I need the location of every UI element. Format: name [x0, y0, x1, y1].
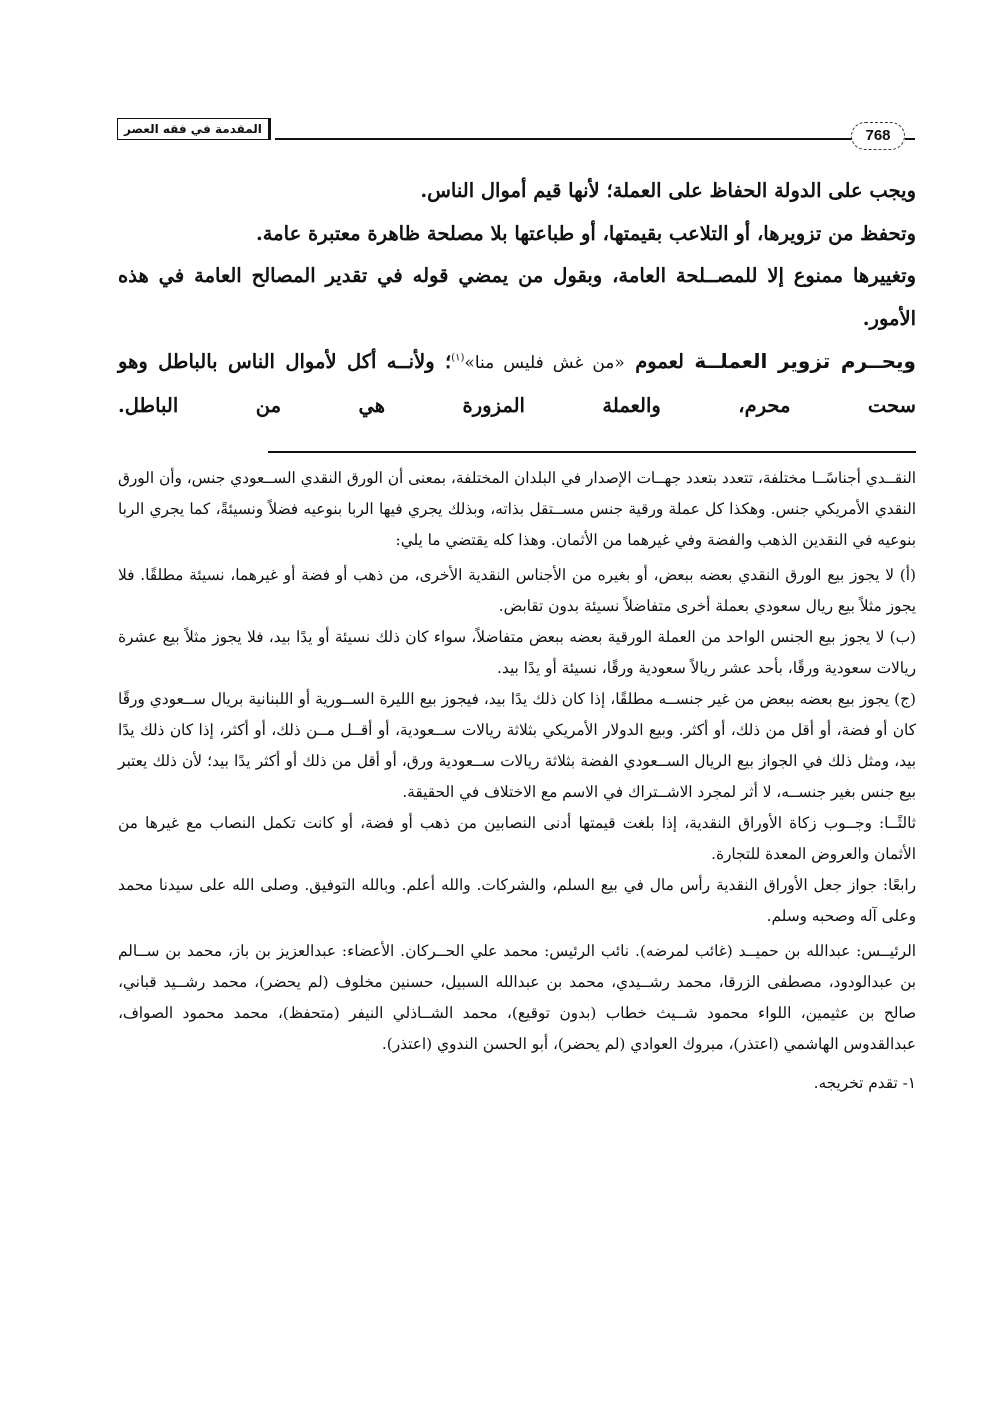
footnotes [118, 463, 916, 1099]
footnote-item-b: (ب) لا يجوز بيع الجنس الواحد من العملة الورقية بعضه ببعض متفاضلاً، سواء كان ذلك نسيئة أو يدًا بيد، فلا يجوز مثلاً بيع عشرة ريالات سعودية ورقًا، بأحد عشر ريالاً سعودية ورقًا، نسيئة أو يدًا بيد. [118, 628, 916, 677]
footnote-third: ثالثًــا: وجــوب زكاة الأوراق النقدية، إذا بلغت قيمتها أدنى النصابين من ذهب أو فضة، أو كانت تكمل النصاب مع غيرها من الأثمان والعروض المعدة للتجارة. [118, 814, 916, 863]
paragraph-change-prohibited: وتغييرها ممنوع إلا للمصــلحة العامة، وبقول من يمضي قوله في تقدير المصالح العامة في هذه الأمور. [118, 264, 916, 330]
book-title: المقدمة في فقه العصر [117, 118, 271, 140]
running-header [115, 118, 915, 148]
footnote-reference-1: ١- تقدم تخريجه. [813, 1074, 916, 1092]
paragraph-protection: وتحفظ من تزويرها، أو التلاعب بقيمتها، أو طباعتها بلا مصلحة ظاهرة معتبرة عامة. [255, 221, 916, 245]
footnote-intro: النقــدي أجناسًــا مختلفة، تتعدد بتعدد جهــات الإصدار في البلدان المختلفة، بمعنى أن الورق النقدي الســعودي جنس، وأن الورق النقدي الأمريكي جنس. وهكذا كل عملة ورقية جنس مســتقل بذاته، وبذلك يجري فيها الربا بنوعيه فضلاً ونسيئةً، كما يجري الربا بنوعيه في النقدين الذهب والفضة وفي غيرهما من الأثمان. وهذا كله يقتضي ما يلي: [118, 469, 916, 549]
forgery-keyword: ويحــرم تزوير العملــة [694, 349, 916, 373]
footnote-signatories: الرئيــس: عبدالله بن حميــد (غائب لمرضه). نائب الرئيس: محمد علي الحــركان. الأعضاء: عبدالعزيز بن باز، محمد بن ســالم بن عبدالودود، مصطفى الزرقا، محمد رشــيدي، محمد بن عبدالله السبيل، حسنين مخلوف (لم يحضر)، محمد رشــيد قباني، صالح بن عثيمين، اللواء محمود شــيث خطاب (بدون توقيع)، محمد الشــاذلي النيفر (متحفظ)، محمد محمود الصواف، عبدالقدوس الهاشمي (اعتذر)، مبروك العوادي (لم يحضر)، أبو الحسن الندوي (اعتذر). [118, 942, 916, 1053]
forgery-lead: لعموم [624, 350, 695, 373]
footnote-item-a: (أ) لا يجوز بيع الورق النقدي بعضه ببعض، أو بغيره من الأجناس النقدية الأخرى، من ذهب أو فضة أو غيرهما، نسيئة مطلقًا. فلا يجوز مثلاً بيع ريال سعودي بعملة أخرى متفاضلاً نسيئة بدون تقابض. [118, 566, 916, 615]
page-number: 768 [851, 122, 905, 150]
footnote-separator [268, 451, 916, 453]
header-rule [275, 138, 855, 140]
footnote-ref[interactable]: (١) [451, 352, 465, 364]
footnote-item-c: (ج) يجوز بيع بعضه ببعض من غير جنســه مطلقًا، إذا كان ذلك يدًا بيد، فيجوز بيع الليرة الســورية أو اللبنانية بريال ســعودي ورقًا كان أو فضة، أو أقل من ذلك، أو أكثر. وبيع الدولار الأمريكي بثلاثة ريالات ســعودية، أو أقــل مــن ذلك، أو أكثر، إذا كان ذلك يدًا بيد، ومثل ذلك في الجواز بيع الريال الســعودي الفضة بثلاثة ريالات ســعودية ورق، أو أقل من ذلك أو أكثر يدًا بيد؛ لأن ذلك يعتبر بيع جنس بغير جنســه، لا أثر لمجرد الاشــتراك في الاسم مع الاختلاف في الحقيقة. [118, 690, 916, 801]
paragraph-forgery [118, 340, 916, 427]
header-rule-end [905, 138, 915, 140]
paragraph-state-duty: ويجب على الدولة الحفاظ على العملة؛ لأنها قيم أموال الناس. [420, 179, 916, 202]
main-text [118, 170, 916, 427]
forgery-rest: ؛ ولأنــه أكل لأموال الناس بالباطل وهو سحت محرم، والعملة المزورة هي من الباطل. [118, 350, 916, 417]
hadith-quote: «من غش فليس منا» [464, 353, 625, 373]
footnote-fourth: رابعًا: جواز جعل الأوراق النقدية رأس مال في بيع السلم، والشركات. والله أعلم. وبالله التوفيق. وصلى الله على سيدنا محمد وعلى آله وصحبه وسلم. [118, 876, 916, 925]
